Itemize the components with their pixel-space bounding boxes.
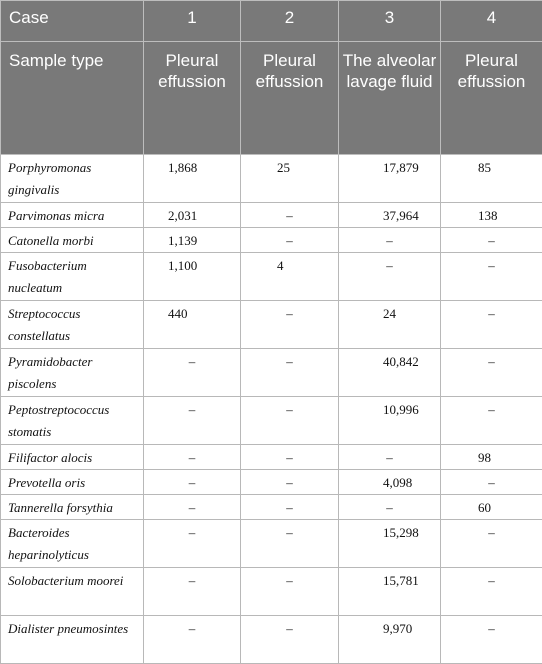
case-row [1, 1, 542, 42]
case-3-value: 17,879 [339, 155, 441, 203]
organism-name: Tannerella forsythia [1, 495, 144, 520]
table-row [1, 470, 542, 495]
organism-name: Peptostreptococcus stomatis [1, 397, 144, 445]
sample-type-1: Pleural effussion [144, 42, 241, 155]
case-1-value: – [144, 520, 241, 568]
case-2-value: – [241, 301, 339, 349]
case-2-value: – [241, 520, 339, 568]
case-3-value: – [339, 228, 441, 253]
case-2-value: – [241, 495, 339, 520]
table-row [1, 397, 542, 445]
case-1-value: 1,139 [144, 228, 241, 253]
case-1-value: 1,868 [144, 155, 241, 203]
case-2-value: 4 [241, 253, 339, 301]
table-row [1, 445, 542, 470]
case-1-value: – [144, 397, 241, 445]
case-4-value: 98 [441, 445, 542, 470]
organism-name: Pyramidobacter piscolens [1, 349, 144, 397]
case-2-value: – [241, 470, 339, 495]
table-row [1, 568, 542, 616]
case-4-value: – [441, 470, 542, 495]
case-1-value: 2,031 [144, 203, 241, 228]
case-2-value: – [241, 349, 339, 397]
case-1-value: 1,100 [144, 253, 241, 301]
table-row [1, 155, 542, 203]
case-3-value: 15,781 [339, 568, 441, 616]
case-2-value: – [241, 445, 339, 470]
case-3-value: – [339, 253, 441, 301]
case-4-value: – [441, 228, 542, 253]
case-4-value: – [441, 397, 542, 445]
case-3-value: 24 [339, 301, 441, 349]
organism-name: Dialister pneumosintes [1, 616, 144, 664]
table-body [1, 155, 542, 664]
table-row [1, 301, 542, 349]
case-3-value: 37,964 [339, 203, 441, 228]
case-4-value: – [441, 520, 542, 568]
organism-name: Bacteroides heparinolyticus [1, 520, 144, 568]
table-row [1, 253, 542, 301]
organism-name: Solobacterium moorei [1, 568, 144, 616]
case-2-value: 25 [241, 155, 339, 203]
case-4-value: – [441, 253, 542, 301]
case-3-value: 4,098 [339, 470, 441, 495]
sample-type-4: Pleural effussion [441, 42, 542, 155]
case-1-value: 440 [144, 301, 241, 349]
sample-type-row [1, 42, 542, 155]
case-4-value: – [441, 616, 542, 664]
case-3-value: 40,842 [339, 349, 441, 397]
case-4-value: – [441, 301, 542, 349]
table-row [1, 228, 542, 253]
table-row [1, 520, 542, 568]
case-1-value: – [144, 568, 241, 616]
case-1-value: – [144, 495, 241, 520]
case-1-value: – [144, 445, 241, 470]
table-row [1, 349, 542, 397]
sample-type-label: Sample type [1, 42, 144, 155]
case-4-value: 60 [441, 495, 542, 520]
case-2-value: – [241, 616, 339, 664]
organism-name: Parvimonas micra [1, 203, 144, 228]
case-3-value: 9,970 [339, 616, 441, 664]
case-1-value: – [144, 349, 241, 397]
case-number-4: 4 [441, 1, 542, 42]
table-row [1, 495, 542, 520]
case-2-value: – [241, 397, 339, 445]
case-3-value: – [339, 445, 441, 470]
case-4-value: 138 [441, 203, 542, 228]
table-header [1, 1, 542, 155]
case-4-value: – [441, 568, 542, 616]
case-3-value: – [339, 495, 441, 520]
table-row [1, 203, 542, 228]
organism-name: Catonella morbi [1, 228, 144, 253]
table-row [1, 616, 542, 664]
case-number-3: 3 [339, 1, 441, 42]
case-1-value: – [144, 616, 241, 664]
case-4-value: – [441, 349, 542, 397]
organism-name: Streptococcus constellatus [1, 301, 144, 349]
case-3-value: 15,298 [339, 520, 441, 568]
organism-name: Porphyromonas gingivalis [1, 155, 144, 203]
case-1-value: – [144, 470, 241, 495]
case-2-value: – [241, 203, 339, 228]
case-number-1: 1 [144, 1, 241, 42]
organism-name: Filifactor alocis [1, 445, 144, 470]
organism-name: Prevotella oris [1, 470, 144, 495]
case-3-value: 10,996 [339, 397, 441, 445]
case-number-2: 2 [241, 1, 339, 42]
sample-type-3: The alveolar lavage fluid [339, 42, 441, 155]
case-2-value: – [241, 228, 339, 253]
sample-type-2: Pleural effussion [241, 42, 339, 155]
organism-name: Fusobacterium nucleatum [1, 253, 144, 301]
case-2-value: – [241, 568, 339, 616]
case-4-value: 85 [441, 155, 542, 203]
case-label: Case [1, 1, 144, 42]
